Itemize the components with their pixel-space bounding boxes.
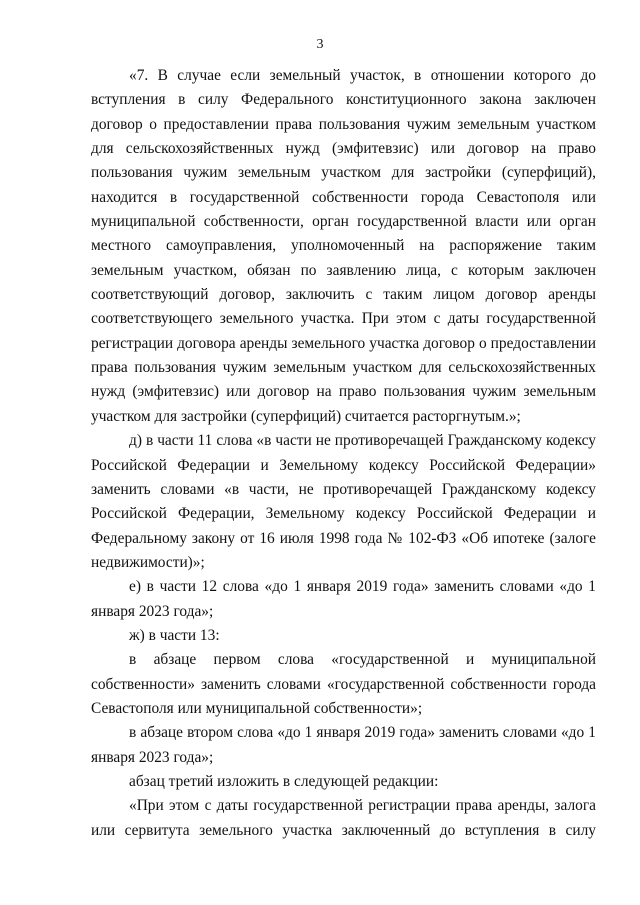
text-line: о предоставлении права пользования чужим земельным участком для — [91, 115, 596, 158]
paragraph-item-e — [91, 575, 596, 624]
text-line: в государственной собственности города Севастополя или муниципальной — [91, 188, 596, 231]
text-line: (суперфиций) считается расторгнутым.»; — [250, 407, 521, 425]
paragraph-item-zh — [91, 624, 596, 648]
text-line: «При этом с даты государственной регистрации права аренды, залога — [129, 797, 596, 815]
text-line: земельного участка. При этом с даты государственной регистрации договора — [91, 310, 597, 352]
text-line: аренды земельного участка договор о предоставлении права пользования — [91, 334, 597, 377]
text-line: «до 1 января 2023 года»; — [91, 724, 596, 766]
text-line: самоуправления, уполномоченный на распоряжение таким земельным — [91, 237, 596, 279]
text-line: в абзаце втором слова «до 1 января 2019 года» заменить словами — [129, 724, 557, 742]
text-line: Севастополя или муниципальной собственности»; — [91, 699, 423, 717]
text-line: договор, заключить с таким лицом договор аренды соответствующего — [91, 286, 596, 328]
text-line: чужим земельным участком для застройки (суперфиций), находится — [91, 164, 596, 206]
text-line: собственности» заменить словами «государственной собственности города — [91, 675, 596, 693]
document-body — [91, 64, 596, 843]
text-line: участком, обязан по заявлению лица, с которым заключен соответствующий — [91, 261, 596, 304]
text-line: Российской Федерации, Земельному кодексу Российской Федерации — [91, 505, 577, 523]
text-line: заменить словами «в части, не противоречащей Гражданскому кодексу — [91, 480, 596, 498]
paragraph-second-abzac — [91, 721, 596, 770]
paragraph-first-abzac — [91, 648, 596, 721]
text-line: сельскохозяйственных нужд (эмфитевзис) или договор на право пользования — [91, 140, 596, 182]
text-line: чужим земельным участком для сельскохозяйственных нужд (эмфитевзис) — [91, 359, 596, 401]
text-line: д) в части 11 слова «в части не противоречащей Гражданскому кодексу — [129, 432, 596, 450]
text-line: или сервитута земельного участка заключенный до вступления в силу — [91, 821, 596, 839]
page-number: 3 — [316, 37, 324, 52]
text-line: е) в части 12 слова «до 1 января 2019 года» заменить словами — [129, 578, 554, 596]
text-line: «до 1 января 2023 года»; — [91, 578, 596, 620]
text-line: Российской Федерации и Земельному кодексу Российской Федерации» — [91, 456, 596, 474]
text-line: в абзаце первом слова «государственной и муниципальной — [129, 651, 596, 669]
text-line: абзац третий изложить в следующей редакции: — [129, 772, 439, 790]
paragraph-new-text — [91, 794, 596, 843]
text-line: собственности, орган государственной власти или орган местного — [91, 213, 596, 255]
paragraph-item-d — [91, 429, 596, 575]
text-line: вступления в силу Федерального конституционного закона заключен договор — [91, 91, 596, 133]
text-line: ж) в части 13: — [129, 626, 220, 644]
text-line: и Федеральному закону от 16 июля 1998 года № 102-ФЗ «Об ипотеке — [91, 505, 596, 547]
paragraph-item-7 — [91, 64, 596, 429]
text-line: или договор на право пользования чужим земельным участком для застройки — [91, 383, 596, 425]
text-line: (залоге недвижимости)»; — [91, 529, 596, 571]
text-line: «7. В случае если земельный участок, в отношении которого до — [129, 67, 596, 84]
paragraph-third-abzac — [91, 770, 596, 794]
